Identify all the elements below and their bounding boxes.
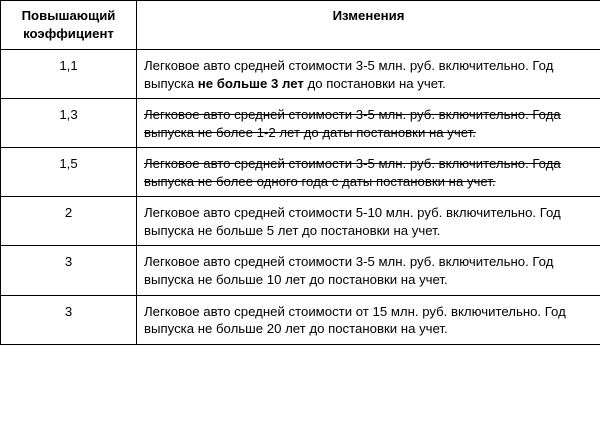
emphasis-text: не больше 3 лет: [197, 75, 304, 91]
body-text: Легковое авто средней стоимости 3-5 млн. руб. включительно. Год выпуска: [144, 58, 554, 91]
cell-changes: [137, 197, 600, 246]
column-header-coefficient: Повышающий коэффициент: [1, 1, 137, 50]
cell-coefficient: 1,5: [1, 148, 137, 197]
body-text: Легковое авто средней стоимости 5-10 млн. руб. включительно. Год выпуска не больше 5 лет до постановки на учет.: [144, 205, 561, 238]
table-header-row: [1, 1, 600, 50]
table-row: [1, 50, 600, 99]
body-text: Легковое авто средней стоимости 3-5 млн. руб. включительно. Года выпуска не более 1-2 лет до даты постановки на учет.: [144, 107, 561, 140]
cell-changes: [137, 246, 600, 295]
body-text: Легковое авто средней стоимости 3-5 млн. руб. включительно. Года выпуска не более одного года с даты постановки на учет.: [144, 156, 561, 189]
cell-coefficient: 2: [1, 197, 137, 246]
table-row: [1, 295, 600, 344]
table-body: [1, 50, 600, 345]
body-text: Легковое авто средней стоимости 3-5 млн. руб. включительно. Год выпуска не больше 10 лет до постановки на учет.: [144, 254, 554, 288]
table-header: [1, 1, 600, 50]
table-row: [1, 148, 600, 197]
cell-changes: [137, 50, 600, 99]
cell-changes: [137, 148, 600, 197]
cell-changes: [137, 295, 600, 344]
table-row: [1, 99, 600, 148]
body-text: Легковое авто средней стоимости от 15 млн. руб. включительно. Год выпуска не больше 20 лет до постановки на учет.: [144, 303, 566, 337]
table-row: [1, 246, 600, 295]
cell-coefficient: 3: [1, 295, 137, 344]
cell-coefficient: 1,1: [1, 50, 137, 99]
cell-coefficient: 1,3: [1, 99, 137, 148]
table-row: [1, 197, 600, 246]
cell-changes: [137, 99, 600, 148]
cell-coefficient: 3: [1, 246, 137, 295]
body-text: до постановки на учет.: [303, 75, 446, 91]
column-header-changes: Изменения: [137, 1, 600, 50]
